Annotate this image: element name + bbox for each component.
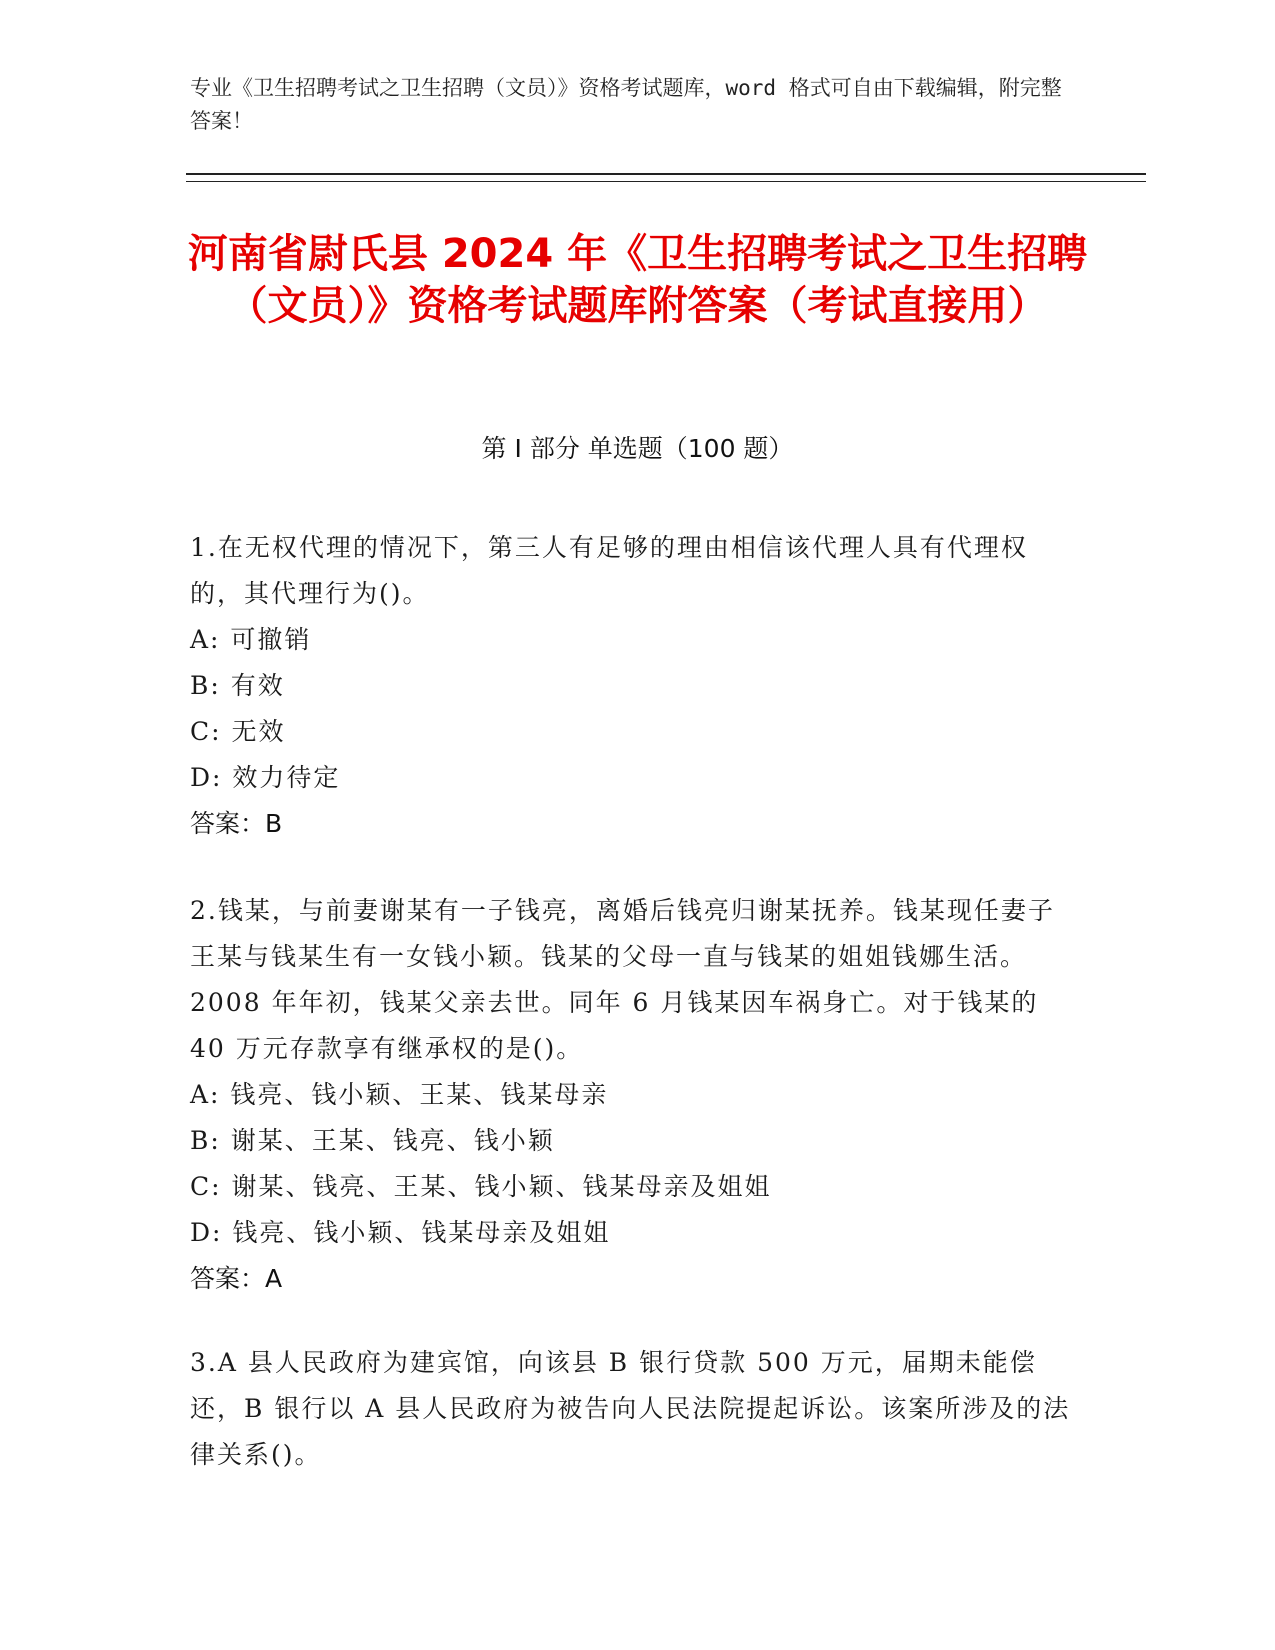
section-heading: 第 I 部分 单选题（100 题）	[481, 434, 794, 463]
question-stem: 3.A 县人民政府为建宾馆，向该县 B 银行贷款 500 万元，届期未能偿还，B 银行以 A 县人民政府为被告向人民法院提起诉讼。该案所涉及的法律关系()。	[190, 1348, 1071, 1469]
answer: 答案：B	[190, 809, 283, 838]
option-a: A: 可撤销	[190, 625, 312, 654]
question-3	[190, 1340, 1080, 1478]
document-title: 河南省尉氏县 2024 年《卫生招聘考试之卫生招聘（文员）》资格考试题库附答案（考试直接用）	[187, 231, 1088, 329]
question-stem: 1.在无权代理的情况下，第三人有足够的理由相信该代理人具有代理权的，其代理行为()。	[190, 533, 1028, 608]
option-a: A: 钱亮、钱小颖、王某、钱某母亲	[190, 1080, 609, 1109]
question-stem: 2.钱某，与前妻谢某有一子钱亮，离婚后钱亮归谢某抚养。钱某现任妻子王某与钱某生有一女钱小颖。钱某的父母一直与钱某的姐姐钱娜生活。2008 年年初，钱某父亲去世。同年 6 月钱某因车祸身亡。对于钱某的 40 万元存款享有继承权的是()。	[190, 896, 1055, 1063]
answer: 答案：A	[190, 1264, 283, 1293]
question-2	[190, 888, 1080, 1302]
option-c: C: 无效	[190, 717, 286, 746]
header-note: 专业《卫生招聘考试之卫生招聘（文员）》资格考试题库，word 格式可自由下载编辑，附完整答案！	[190, 76, 1062, 133]
option-d: D: 钱亮、钱小颖、钱某母亲及姐姐	[190, 1218, 611, 1247]
option-d: D: 效力待定	[190, 763, 341, 792]
option-b: B: 谢某、王某、钱亮、钱小颖	[190, 1126, 555, 1155]
question-1	[190, 525, 1080, 847]
option-c: C: 谢某、钱亮、王某、钱小颖、钱某母亲及姐姐	[190, 1172, 772, 1201]
header-divider	[186, 173, 1146, 182]
option-b: B: 有效	[190, 671, 285, 700]
